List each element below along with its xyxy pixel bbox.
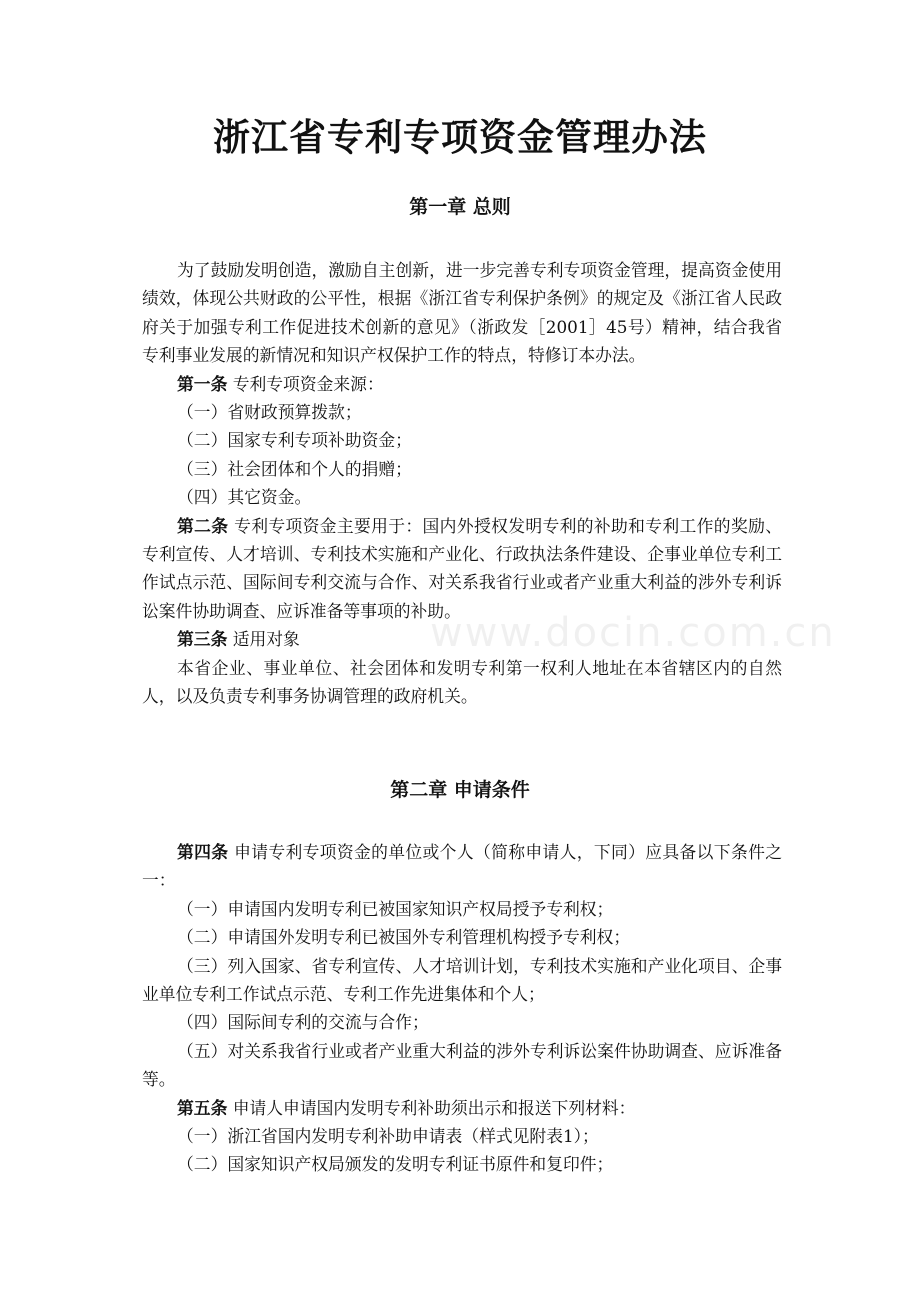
article-1-item-3: （三）社会团体和个人的捐赠； [177,458,412,479]
article-2-text: 专利专项资金主要用于：国内外授权发明专利的补助和专利工作的奖励、专利宣传、人才培训、专利技术实施和产业化、行政执法条件建设、企事业单位专利工作试点示范、国际间专利交流与合作、对关系我省行业或者产业重大利益的涉外专利诉讼案件协助调查、应诉准备等事项的补助。 [142,515,782,621]
article-3 [142,625,782,653]
article-1-label: 第一条 [177,373,228,394]
article-4-item-4: （四）国际间专利的交流与合作； [177,1012,429,1033]
article-5-text: 申请人申请国内发明专利补助须出示和报送下列材料： [227,1097,636,1118]
article-4-item-2: （二）申请国外发明专利已被国外专利管理机构授予专利权； [177,927,631,948]
article-1-item-4: （四）其它资金。 [177,487,312,508]
article-1-text: 专利专项资金来源： [227,373,384,394]
chapter-2-heading: 第二章 申请条件 [390,779,530,801]
preamble-paragraph: 为了鼓励发明创造，激励自主创新，进一步完善专利专项资金管理，提高资金使用绩效，体现公共财政的公平性，根据《浙江省专利保护条例》的规定及《浙江省人民政府关于加强专利工作促进技术创新的意见》（浙政发［2001］45号）精神，结合我省专利事业发展的新情况和知识产权保护工作的特点，特修订本办法。 [142,260,782,366]
chapter-1-heading: 第一章 总则 [409,196,511,218]
article-4-item-1: （一）申请国内发明专利已被国家知识产权局授予专利权； [177,898,614,919]
article-5-item-1: （一）浙江省国内发明专利补助申请表（样式见附表1）； [177,1126,599,1147]
article-2 [142,512,782,626]
article-2-label: 第二条 [177,515,229,536]
article-1-item-2: （二）国家专利专项补助资金； [177,430,412,451]
article-1-item-1: （一）省财政预算拨款； [177,402,362,423]
article-4-text: 申请专利专项资金的单位或个人（简称申请人，下同）应具备以下条件之一： [142,842,782,891]
article-3-label: 第三条 [177,629,228,650]
article-5-item-2: （二）国家知识产权局颁发的发明专利证书原件和复印件； [177,1154,614,1175]
watermark: www.docin.com.cn [430,610,836,656]
article-4 [142,838,782,895]
article-1 [142,370,782,398]
article-4-item-5: （五）对关系我省行业或者产业重大利益的涉外专利诉讼案件协助调查、应诉准备等。 [142,1040,782,1090]
article-5 [142,1094,782,1122]
article-5-label: 第五条 [177,1097,228,1118]
article-4-label: 第四条 [177,842,229,862]
article-3-body: 本省企业、事业单位、社会团体和发明专利第一权利人地址在本省辖区内的自然人，以及负责专利事务协调管理的政府机关。 [142,657,782,707]
chapter-1-body [142,256,782,711]
document-title: 浙江省专利专项资金管理办法 [213,115,707,159]
article-4-item-3: （三）列入国家、省专利宣传、人才培训计划，专利技术实施和产业化项目、企事业单位专利工作试点示范、专利工作先进集体和个人； [142,955,782,1005]
article-3-text: 适用对象 [227,629,300,650]
chapter-2-body [142,838,782,1179]
